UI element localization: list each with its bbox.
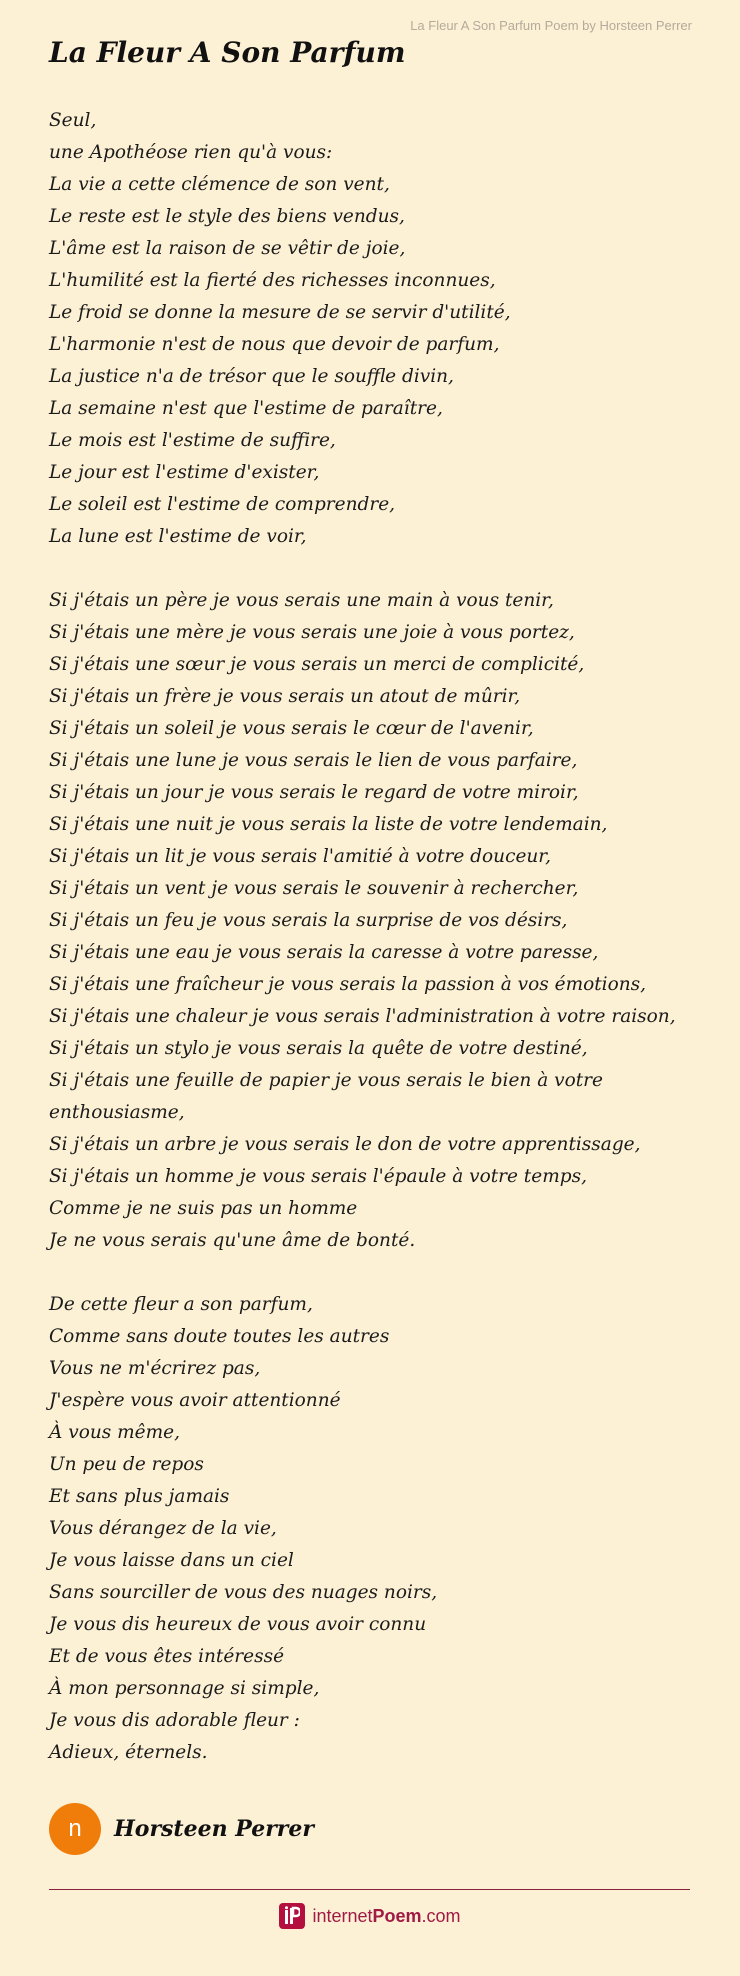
logo-text-com: .com <box>421 1905 461 1926</box>
poem-line: Le mois est l'estime de suffire, <box>49 430 336 451</box>
poem-line: Je vous laisse dans un ciel <box>49 1550 294 1571</box>
poem-line: Sans sourciller de vous des nuages noirs, <box>49 1582 438 1603</box>
author-avatar[interactable]: n <box>49 1803 101 1855</box>
footer-divider <box>49 1889 690 1890</box>
poem-line: Si j'étais un vent je vous serais le souvenir à rechercher, <box>49 878 579 899</box>
poem-line: Si j'étais un stylo je vous serais la quête de votre destiné, <box>49 1038 588 1059</box>
poem-line: Seul, <box>49 110 97 131</box>
internetpoem-logo-icon <box>279 1903 305 1929</box>
poem-line: Si j'étais un homme je vous serais l'épaule à votre temps, <box>49 1166 587 1187</box>
poem-line: L'âme est la raison de se vêtir de joie, <box>49 238 406 259</box>
internetpoem-logo-text <box>312 1906 460 1927</box>
poem-line: Adieux, éternels. <box>49 1742 208 1763</box>
poem-line: Si j'étais un soleil je vous serais le cœur de l'avenir, <box>49 718 534 739</box>
poem-line: Si j'étais un jour je vous serais le regard de votre miroir, <box>49 782 579 803</box>
poem-line: L'harmonie n'est de nous que devoir de parfum, <box>49 334 500 355</box>
poem-line: Si j'étais une lune je vous serais le lien de vous parfaire, <box>49 750 578 771</box>
poem-line: Le reste est le style des biens vendus, <box>49 206 405 227</box>
author-row[interactable] <box>49 1802 314 1856</box>
poem-line: Si j'étais un frère je vous serais un atout de mûrir, <box>49 686 521 707</box>
poem-line: L'humilité est la fierté des richesses inconnues, <box>49 270 496 291</box>
poem-line: Le froid se donne la mesure de se servir d'utilité, <box>49 302 511 323</box>
poem-line: Si j'étais un arbre je vous serais le don de votre apprentissage, <box>49 1134 641 1155</box>
poem-line: Si j'étais une chaleur je vous serais l'administration à votre raison, <box>49 1006 676 1027</box>
poem-line: Si j'étais un lit je vous serais l'amitié à votre douceur, <box>49 846 551 867</box>
poem-line: Je vous dis adorable fleur : <box>49 1710 300 1731</box>
poem-line: Je ne vous serais qu'une âme de bonté. <box>49 1230 416 1251</box>
poem-line: Le jour est l'estime d'exister, <box>49 462 320 483</box>
site-logo[interactable] <box>0 1903 740 1929</box>
logo-text-poem: Poem <box>372 1905 422 1926</box>
poem-body <box>49 105 699 1801</box>
poem-line: une Apothéose rien qu'à vous: <box>49 142 333 163</box>
poem-line: Je vous dis heureux de vous avoir connu <box>49 1614 427 1635</box>
poem-line: Si j'étais une nuit je vous serais la liste de votre lendemain, <box>49 814 608 835</box>
poem-stanza <box>49 585 699 1257</box>
poem-line: La semaine n'est que l'estime de paraître, <box>49 398 443 419</box>
poem-line: Comme sans doute toutes les autres <box>49 1326 390 1347</box>
poem-line: Si j'étais une feuille de papier je vous serais le bien à votre <box>49 1070 603 1091</box>
page-credit: La Fleur A Son Parfum Poem by Horsteen Perrer <box>410 18 692 33</box>
poem-line: Vous dérangez de la vie, <box>49 1518 277 1539</box>
poem-line: La lune est l'estime de voir, <box>49 526 307 547</box>
poem-line: Si j'étais un père je vous serais une main à vous tenir, <box>49 590 554 611</box>
poem-line: Si j'étais une eau je vous serais la caresse à votre paresse, <box>49 942 599 963</box>
poem-line: Vous ne m'écrirez pas, <box>49 1358 261 1379</box>
poem-line: De cette fleur a son parfum, <box>49 1294 313 1315</box>
poem-line: À mon personnage si simple, <box>49 1678 320 1699</box>
poem-title: La Fleur A Son Parfum <box>49 36 406 69</box>
poem-stanza <box>49 105 699 553</box>
logo-text-internet: internet <box>312 1905 373 1926</box>
poem-line: Comme je ne suis pas un homme <box>49 1198 358 1219</box>
poem-line: Si j'étais un feu je vous serais la surprise de vos désirs, <box>49 910 568 931</box>
poem-line: À vous même, <box>49 1422 180 1443</box>
poem-line: Et de vous êtes intéressé <box>49 1646 285 1667</box>
author-name[interactable]: Horsteen Perrer <box>114 1816 314 1842</box>
poem-line: Et sans plus jamais <box>49 1486 230 1507</box>
poem-line: Si j'étais une fraîcheur je vous serais la passion à vos émotions, <box>49 974 647 995</box>
poem-line: enthousiasme, <box>49 1102 185 1123</box>
poem-line: Un peu de repos <box>49 1454 204 1475</box>
poem-stanza <box>49 1289 699 1769</box>
poem-line: Si j'étais une mère je vous serais une joie à vous portez, <box>49 622 575 643</box>
poem-line: La justice n'a de trésor que le souffle divin, <box>49 366 454 387</box>
poem-line: J'espère vous avoir attentionné <box>49 1390 341 1411</box>
poem-line: Si j'étais une sœur je vous serais un merci de complicité, <box>49 654 585 675</box>
poem-line: La vie a cette clémence de son vent, <box>49 174 390 195</box>
poem-line: Le soleil est l'estime de comprendre, <box>49 494 396 515</box>
